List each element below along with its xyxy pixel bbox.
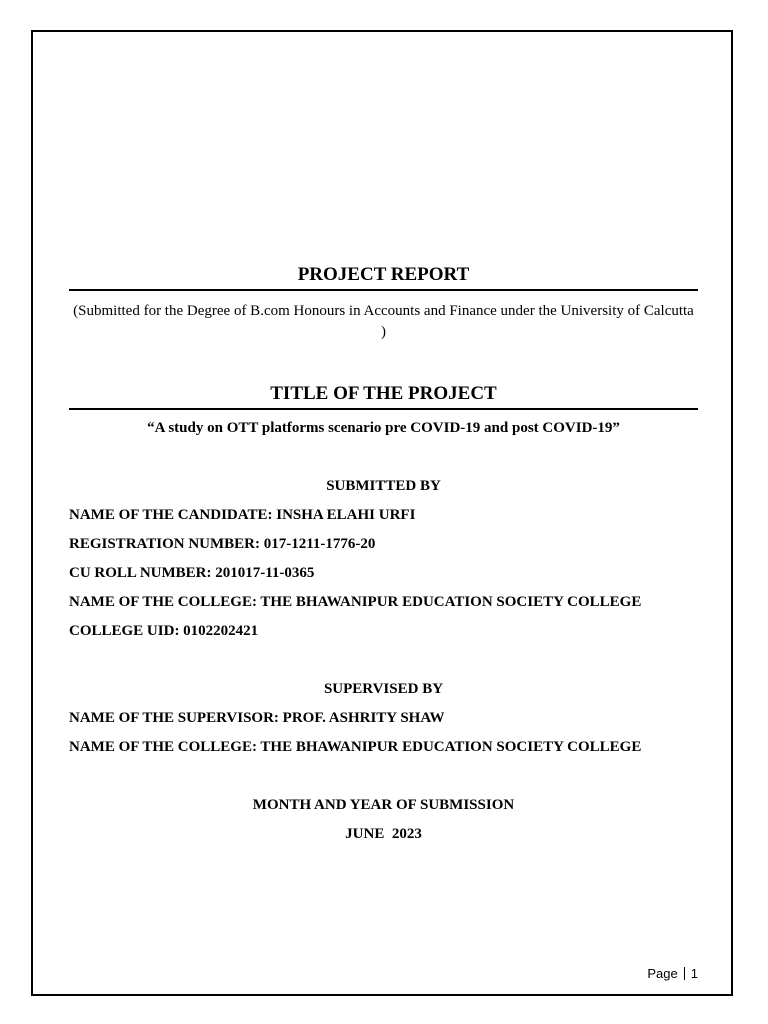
page-number: 1 [690,966,698,981]
report-heading: PROJECT REPORT [69,264,698,291]
submission-heading: MONTH AND YEAR OF SUBMISSION [252,797,515,813]
candidate-name: NAME OF THE CANDIDATE: INSHA ELAHI URFI [69,507,416,523]
candidate-college: NAME OF THE COLLEGE: THE BHAWANIPUR EDUCATION SOCIETY COLLEGE [69,594,642,610]
supervised-by-heading: SUPERVISED BY [323,681,444,697]
cu-roll-number: CU ROLL NUMBER: 201017-11-0365 [69,565,315,581]
submission-note: (Submitted for the Degree of B.com Honours in Accounts and Finance under the University of Calcutta ) [73,303,694,340]
submitted-by-heading: SUBMITTED BY [326,478,441,494]
supervisor-name: NAME OF THE SUPERVISOR: PROF. ASHRITY SHAW [69,710,445,726]
page-label: Page [647,966,678,981]
supervisor-college: NAME OF THE COLLEGE: THE BHAWANIPUR EDUCATION SOCIETY COLLEGE [69,739,642,755]
title-heading: TITLE OF THE PROJECT [69,383,698,410]
project-title: “A study on OTT platforms scenario pre COVID-19 and post COVID-19” [147,420,620,436]
page-footer [647,966,698,982]
submission-date: JUNE 2023 [345,826,422,842]
registration-number: REGISTRATION NUMBER: 017-1211-1776-20 [69,536,376,552]
college-uid: COLLEGE UID: 0102202421 [69,623,259,639]
page-separator [684,967,685,980]
